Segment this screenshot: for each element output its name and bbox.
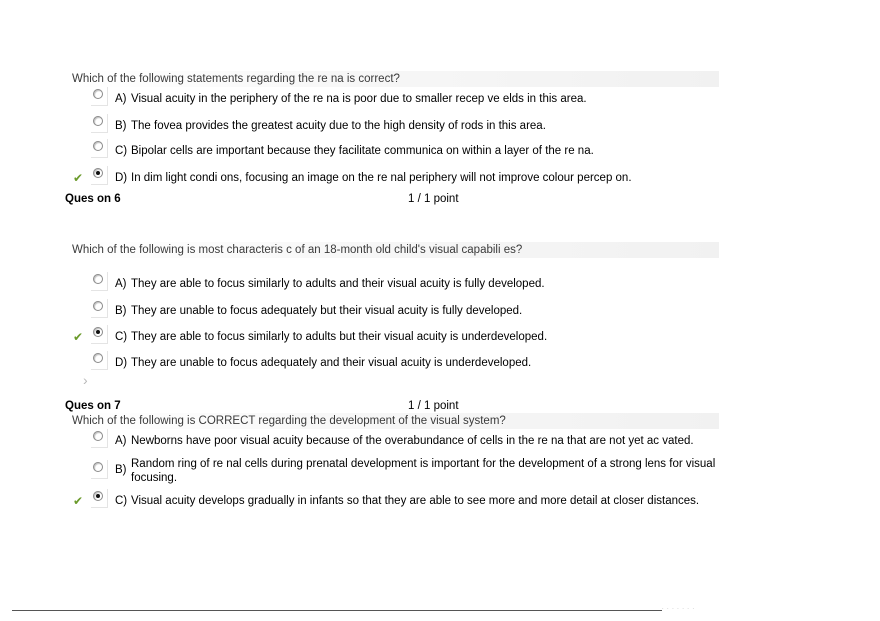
radio-button[interactable]	[91, 139, 108, 158]
option-text: They are able to focus similarly to adults and their visual acuity is fully developed.	[131, 278, 545, 290]
option-letter: B)	[115, 464, 127, 476]
radio-button-selected[interactable]	[91, 489, 108, 508]
question-score: 1 / 1 point	[408, 193, 459, 205]
footer-marks: · · · · · · ·	[662, 606, 695, 612]
footer-divider	[12, 610, 662, 611]
radio-button[interactable]	[91, 87, 108, 106]
option-text: Newborns have poor visual acuity because of the overabundance of cells in the re na that are not yet ac vated.	[131, 435, 694, 447]
option-letter: B)	[115, 120, 127, 132]
question-header: Ques on 7	[65, 400, 121, 412]
check-mark-icon: ✔	[73, 494, 84, 508]
option-letter: D)	[115, 172, 128, 184]
question-score: 1 / 1 point	[408, 400, 459, 412]
option-letter: C)	[115, 495, 128, 507]
option-letter: A)	[115, 435, 127, 447]
option-text: They are unable to focus adequately and their visual acuity is underdeveloped.	[131, 357, 532, 369]
radio-button-selected[interactable]	[91, 166, 108, 185]
radio-button[interactable]	[91, 272, 108, 291]
option-text: In dim light condi ons, focusing an image on the re nal periphery will not improve colour percep on.	[131, 172, 632, 184]
question-text: Which of the following statements regarding the re na is correct?	[68, 71, 719, 87]
radio-button-selected[interactable]	[91, 325, 108, 344]
radio-button[interactable]	[91, 299, 108, 318]
option-text: The fovea provides the greatest acuity due to the high density of rods in this area.	[131, 120, 546, 132]
option-letter: A)	[115, 93, 127, 105]
check-mark-icon: ✔	[73, 330, 84, 344]
radio-button[interactable]	[91, 460, 108, 479]
option-text: Bipolar cells are important because they facilitate communica on within a layer of the re na.	[131, 145, 594, 157]
question-text: Which of the following is CORRECT regarding the development of the visual system?	[68, 413, 719, 429]
option-text: They are able to focus similarly to adults but their visual acuity is underdeveloped.	[131, 331, 548, 343]
option-letter: B)	[115, 305, 127, 317]
option-letter: C)	[115, 145, 128, 157]
radio-button[interactable]	[91, 351, 108, 370]
option-letter: A)	[115, 278, 127, 290]
option-text: Visual acuity in the periphery of the re na is poor due to smaller recep ve elds in this area.	[131, 93, 587, 105]
option-letter: C)	[115, 331, 128, 343]
option-letter: D)	[115, 357, 128, 369]
check-mark-icon: ✔	[73, 171, 84, 185]
option-text: Random ring of re nal cells during prenatal development is important for the development of a strong lens for visual focusing.	[131, 458, 716, 484]
radio-button[interactable]	[91, 114, 108, 133]
chevron-right-icon[interactable]: ›	[83, 372, 88, 388]
option-text: Visual acuity develops gradually in infants so that they are able to see more and more detail at closer distances.	[131, 495, 700, 507]
radio-button[interactable]	[91, 429, 108, 448]
question-text: Which of the following is most characteris c of an 18-month old child's visual capabili es?	[68, 242, 719, 258]
question-header: Ques on 6	[65, 193, 121, 205]
option-text: They are unable to focus adequately but their visual acuity is fully developed.	[131, 305, 523, 317]
